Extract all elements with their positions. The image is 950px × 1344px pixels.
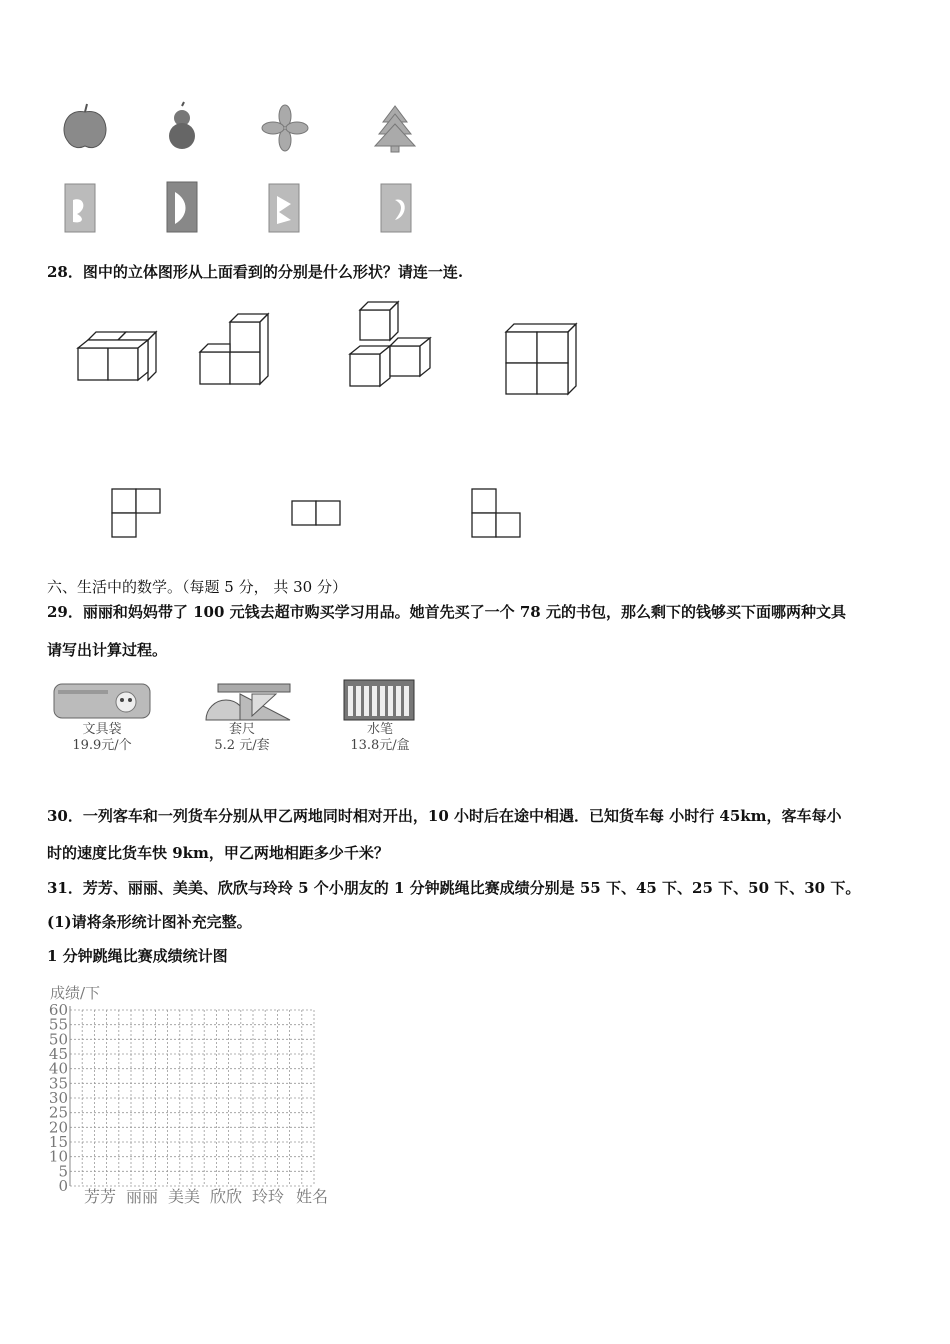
chart-y-tick-label: 60 — [48, 1001, 68, 1019]
question-31-part-1: (1)请将条形统计图补充完整。 — [47, 913, 252, 931]
chart-category-label: 芳芳 — [84, 1187, 117, 1206]
gourd-icon — [169, 102, 195, 149]
chart-y-tick-label: 15 — [48, 1133, 68, 1151]
cut-card-3 — [269, 184, 299, 232]
chart-y-tick-label: 45 — [48, 1045, 68, 1063]
stationery-name: 文具袋 — [82, 722, 122, 737]
section-6-heading: 六、生活中的数学。（每题 5 分， 共 30 分） — [47, 578, 347, 596]
question-30-line-2: 时的速度比货车快 9km，甲乙两地相距多少千米？ — [47, 844, 389, 862]
chart-categories — [84, 1187, 284, 1206]
top-view-shapes — [100, 480, 540, 550]
stationery-price: 13.8元/盒 — [350, 738, 410, 753]
pen-box-icon — [342, 678, 416, 722]
pencil-case-icon — [52, 680, 152, 722]
stationery-item-3 — [330, 722, 430, 754]
top-view-3 — [472, 489, 520, 537]
chart-y-ticks — [49, 1001, 68, 1195]
chart-y-tick-label: 35 — [48, 1074, 68, 1093]
question-30-line-1: 30．一列客车和一列货车分别从甲乙两地同时相对开出，10 小时后在途中相遇．已知货车每 小时行 45km，客车每小 — [47, 807, 842, 825]
cut-card-2 — [167, 182, 197, 232]
stationery-price: 5.2 元/套 — [214, 738, 270, 753]
chart-category-label: 美美 — [168, 1187, 201, 1206]
chart-y-tick-label: 10 — [48, 1147, 68, 1166]
chart-y-tick-label: 0 — [58, 1177, 68, 1195]
stationery-price: 19.9元/个 — [72, 738, 132, 753]
chart-y-tick-label: 5 — [58, 1162, 68, 1181]
chart-category-label: 丽丽 — [126, 1187, 159, 1206]
question-29-line-2: 请写出计算过程。 — [47, 641, 168, 659]
top-view-2 — [292, 501, 340, 525]
chart-category-label: 欣欣 — [210, 1187, 243, 1206]
top-view-1 — [112, 489, 160, 537]
flower-icon — [262, 105, 308, 151]
chart-title: 1 分钟跳绳比赛成绩统计图 — [47, 947, 228, 965]
question-31: 31．芳芳、丽丽、美美、欣欣与玲玲 5 个小朋友的 1 分钟跳绳比赛成绩分别是 55 下、45 下、25 下、50 下、30 下。 — [47, 879, 861, 897]
chart-y-tick-label: 30 — [48, 1089, 68, 1107]
solid-figure-3 — [350, 302, 430, 386]
stationery-name: 水笔 — [366, 722, 393, 737]
stationery-item-2 — [192, 722, 292, 754]
tree-icon — [375, 106, 415, 152]
jump-rope-bar-chart — [44, 978, 344, 1210]
stationery-name: 套尺 — [228, 722, 255, 737]
question-28: 28．图中的立体图形从上面看到的分别是什么形状？请连一连. — [47, 263, 464, 281]
question-29-line-1: 29．丽丽和妈妈带了 100 元钱去超市购买学习用品。她首先买了一个 78 元的书包，那么剩下的钱够买下面哪两种文具 — [47, 603, 846, 621]
chart-y-tick-label: 40 — [48, 1059, 68, 1078]
chart-x-axis-label: 姓名 — [296, 1187, 329, 1206]
chart-y-axis-label: 成绩/下 — [50, 984, 101, 1002]
solid-figure-1 — [78, 332, 156, 380]
ruler-set-icon — [200, 680, 300, 722]
solid-figures — [70, 300, 590, 400]
apple-icon — [64, 104, 106, 148]
chart-y-tick-label: 25 — [48, 1103, 68, 1122]
chart-grid — [70, 1006, 314, 1186]
chart-y-tick-label: 20 — [48, 1118, 68, 1137]
cut-card-1 — [65, 184, 95, 232]
cut-card-4 — [381, 184, 411, 232]
chart-y-tick-label: 50 — [48, 1030, 68, 1049]
stationery-item-1 — [52, 722, 152, 754]
chart-y-tick-label: 55 — [48, 1015, 68, 1034]
cutout-shapes-figure — [55, 100, 435, 240]
solid-figure-4 — [506, 324, 576, 394]
chart-category-label: 玲玲 — [252, 1187, 285, 1206]
solid-figure-2 — [200, 314, 268, 384]
